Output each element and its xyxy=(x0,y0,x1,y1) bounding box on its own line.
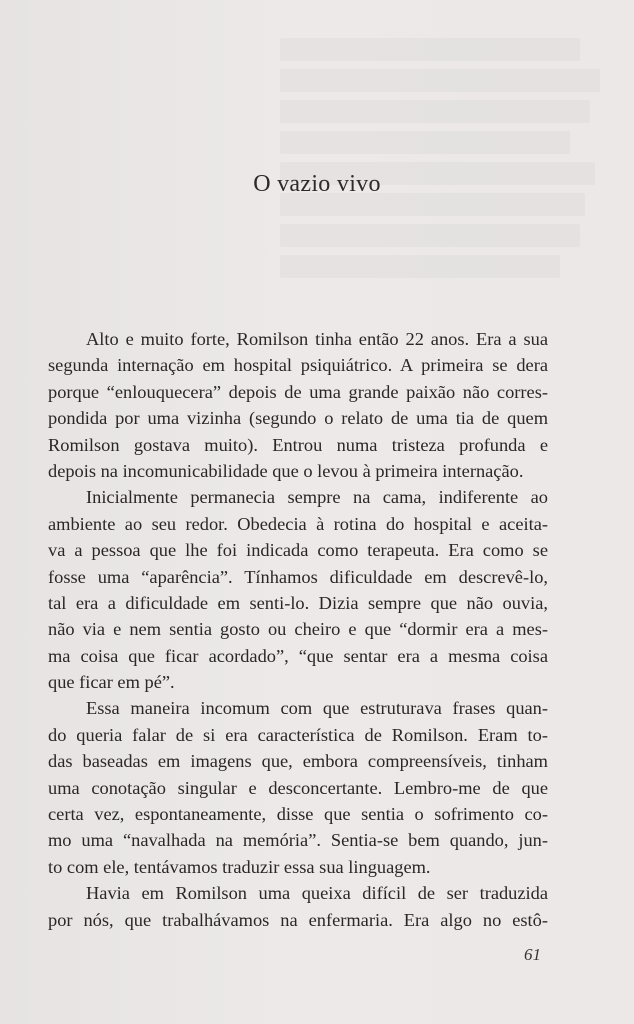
text-line: do queria falar de si era característica de Romilson. Eram to- xyxy=(48,724,548,745)
paragraph-4 xyxy=(48,880,548,933)
text-line: Essa maneira incomum com que estruturava frases quan- xyxy=(86,698,548,719)
text-line: das baseadas em imagens que, embora compreensíveis, tinham xyxy=(48,751,548,772)
chapter-title: O vazio vivo xyxy=(253,171,381,197)
paragraph-3 xyxy=(48,695,548,880)
text-line: segunda internação em hospital psiquiátrico. A primeira se dera xyxy=(48,355,548,376)
text-line: pondida por uma vizinha (segundo o relato de uma tia de quem xyxy=(48,408,548,429)
text-line: mo uma “navalhada na memória”. Sentia-se bem quando, jun- xyxy=(48,830,548,851)
text-line: Inicialmente permanecia sempre na cama, indiferente ao xyxy=(86,487,548,508)
text-line: to com ele, tentávamos traduzir essa sua linguagem. xyxy=(48,856,431,877)
text-line: tal era a dificuldade em senti-lo. Dizia sempre que não ouvia, xyxy=(48,592,548,613)
body-text xyxy=(48,326,548,933)
paragraph-2 xyxy=(48,484,548,695)
paragraph-1 xyxy=(48,326,548,484)
text-line: fosse uma “aparência”. Tínhamos dificuldade em descrevê-lo, xyxy=(48,566,548,587)
text-line: por nós, que trabalhávamos na enfermaria. Era algo no estô- xyxy=(48,909,548,930)
text-line: uma conotação singular e desconcertante. Lembro-me de que xyxy=(48,777,548,798)
text-line: que ficar em pé”. xyxy=(48,672,175,693)
text-line: depois na incomunicabilidade que o levou à primeira internação. xyxy=(48,460,524,481)
text-line: não via e nem sentia gosto ou cheiro e que “dormir era a mes- xyxy=(48,619,548,640)
text-line: certa vez, espontaneamente, disse que sentia o sofrimento co- xyxy=(48,804,548,825)
text-line: porque “enlouquecera” depois de uma grande paixão não corres- xyxy=(48,381,548,402)
text-line: ambiente ao seu redor. Obedecia à rotina do hospital e aceita- xyxy=(48,513,548,534)
text-line: ma coisa que ficar acordado”, “que sentar era a mesma coisa xyxy=(48,645,548,666)
text-line: Romilson gostava muito). Entrou numa tristeza profunda e xyxy=(48,434,548,455)
text-line: Alto e muito forte, Romilson tinha então 22 anos. Era a sua xyxy=(86,329,548,349)
text-line: Havia em Romilson uma queixa difícil de ser traduzida xyxy=(86,883,548,904)
page-number: 61 xyxy=(524,945,541,964)
text-line: va a pessoa que lhe foi indicada como terapeuta. Era como se xyxy=(48,540,548,561)
